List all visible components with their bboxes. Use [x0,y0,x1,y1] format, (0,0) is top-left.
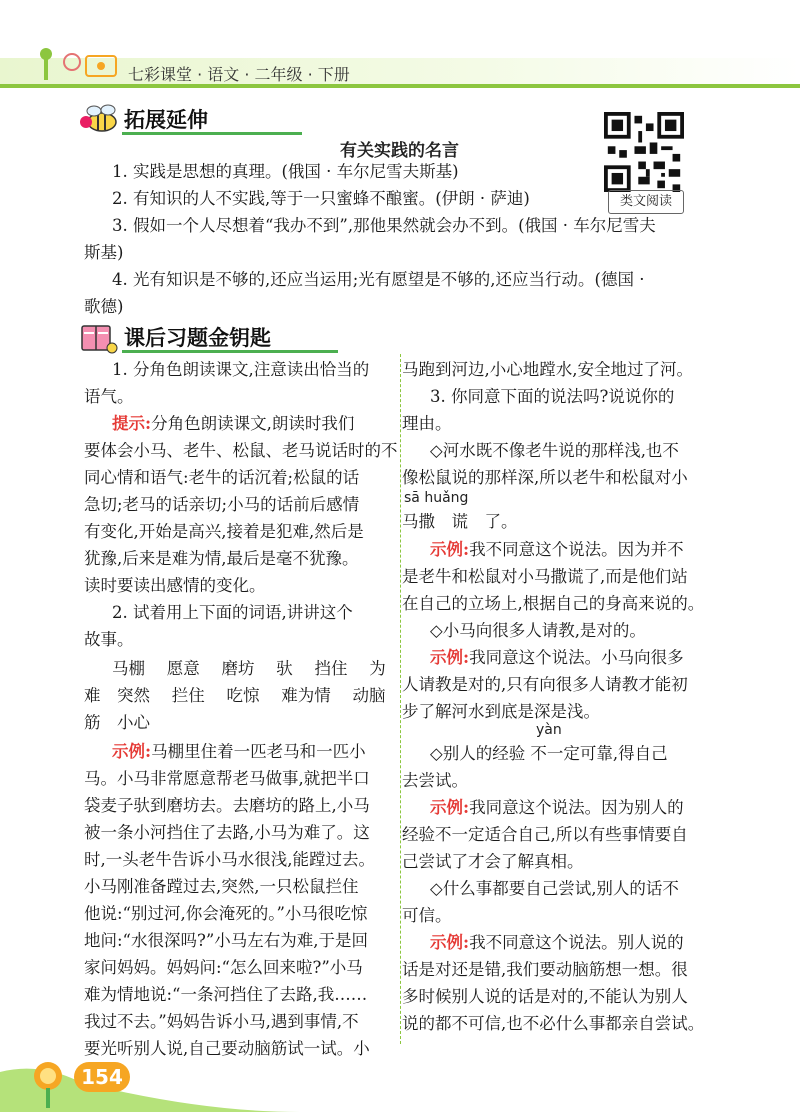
example-line: 被一条小河挡住了去路,小马为难了。这 [84,823,370,842]
extension-section-header [76,104,256,138]
example-text: 马棚里住着一匹老马和一匹小 [151,742,366,761]
example-line: 在自己的立场上,根据自己的身高来说的。 [402,594,705,613]
header-decoration-icon [28,40,124,84]
hint-line: 读时要读出感情的变化。 [84,576,266,595]
example-line: 要光听别人说,自己要动脑筋试一试。小 [84,1039,370,1058]
example-line: 经验不一定适合自己,所以有些事情要自 [402,825,688,844]
question-3-cont: 理由。 [402,414,452,433]
example-line: 马。小马非常愿意帮老马做事,就把半口 [84,769,370,788]
book-key-icon [76,322,120,356]
quote-line: 4. 光有知识是不够的,还应当运用;光有愿望是不够的,还应当行动。(德国 · [112,270,645,289]
page-header [0,0,800,92]
statement-2: ◇小马向很多人请教,是对的。 [430,621,646,640]
question-3: 3. 你同意下面的说法吗?说说你的 [430,387,675,406]
example-line: 说的都不可信,也不必什么事都亲自尝试。 [402,1014,705,1033]
quote-line: 斯基) [84,243,124,262]
hint-line [112,410,354,437]
example-label: 示例: [430,540,470,559]
example-line [430,794,684,821]
question-2: 2. 试着用上下面的词语,讲讲这个 [112,603,353,622]
pinyin-sahuang: sā huǎng [404,490,469,506]
exercise-section-header [76,322,296,356]
word-list-line: 难 突然 拦住 吃惊 难为情 动脑 [84,686,386,705]
statement-4: ◇什么事都要自己尝试,别人的话不 [430,879,679,898]
example-line [430,536,684,563]
question-2-cont: 故事。 [84,630,134,649]
statement-4-cont: 可信。 [402,906,452,925]
quote-line: 2. 有知识的人不实践,等于一只蜜蜂不酿蜜。(伊朗 · 萨迪) [112,189,530,208]
extension-title: 拓展延伸 [124,108,208,132]
question-1: 1. 分角色朗读课文,注意读出恰当的 [112,360,370,379]
qr-code-icon[interactable] [604,112,684,192]
example-line: 他说:“别过河,你会淹死的。”小马很吃惊 [84,904,368,923]
page-number: 154 [74,1062,130,1092]
hint-line: 急切;老马的话亲切;小马的话前后感情 [84,495,360,514]
example-line: 人请教是对的,只有向很多人请教才能初 [402,675,688,694]
hint-line: 同心情和语气:老牛的话沉着;松鼠的话 [84,468,360,487]
example-line: 难为情地说:“一条河挡住了去路,我…… [84,985,368,1004]
quote-line: 歌德) [84,297,124,316]
example-line: 小马刚准备蹚过去,突然,一只松鼠拦住 [84,877,359,896]
example-line: 己尝试了才会了解真相。 [402,852,584,871]
exercise-title: 课后习题金钥匙 [124,326,271,350]
example-line: 时,一头老牛告诉小马水很浅,能蹚过去。 [84,850,375,869]
example-line: 我过不去。”妈妈告诉小马,遇到事情,不 [84,1012,359,1031]
pinyin-yan: yàn [536,722,562,738]
example-line: 步了解河水到底是深是浅。 [402,702,600,721]
quote-line: 1. 实践是思想的真理。(俄国 · 车尔尼雪夫斯基) [112,162,459,181]
header-rule [0,84,800,88]
statement-1: ◇河水既不像老牛说的那样浅,也不 [430,441,679,460]
example-text: 我不同意这个说法。别人说的 [469,933,684,952]
statement-1-end: 马撒 谎 了。 [402,512,518,531]
example-line [112,738,366,765]
statement-3: ◇别人的经验 不一定可靠,得自己 [430,744,668,763]
hint-line: 犹豫,后来是难为情,最后是毫不犹豫。 [84,549,359,568]
example-line [430,644,684,671]
word-list-line: 马棚 愿意 磨坊 驮 挡住 为 [112,659,386,678]
example-text: 我同意这个说法。小马向很多 [469,648,684,667]
statement-1-cont: 像松鼠说的那样深,所以老牛和松鼠对小 [402,468,688,487]
hint-text: 分角色朗读课文,朗读时我们 [151,414,355,433]
example-line: 多时候别人说的话是对的,不能认为别人 [402,987,688,1006]
hint-line: 有变化,开始是高兴,接着是犯难,然后是 [84,522,364,541]
example-line [430,929,684,956]
example-text: 我同意这个说法。因为别人的 [469,798,684,817]
hint-label: 提示: [112,414,152,433]
exercise-title-underline [122,350,338,353]
example-text: 我不同意这个说法。因为并不 [469,540,684,559]
quotes-title: 有关实践的名言 [340,141,459,161]
example-line: 家问妈妈。妈妈问:“怎么回来啦?”小马 [84,958,363,977]
bee-icon [76,104,120,136]
statement-3-cont: 去尝试。 [402,771,468,790]
example-label: 示例: [430,933,470,952]
example-line: 袋麦子驮到磨坊去。去磨坊的路上,小马 [84,796,370,815]
example-line: 话是对还是错,我们要动脑筋想一想。很 [402,960,688,979]
quote-line: 3. 假如一个人尽想着“我办不到”,那他果然就会办不到。(俄国 · 车尔尼雪夫 [112,216,656,235]
example-line: 地问:“水很深吗?”小马左右为难,于是回 [84,931,369,950]
example-label: 示例: [112,742,152,761]
example-label: 示例: [430,648,470,667]
example-continuation: 马跑到河边,小心地蹚水,安全地过了河。 [402,360,693,379]
qr-caption: 类文阅读 [608,190,684,214]
example-label: 示例: [430,798,470,817]
question-1-cont: 语气。 [84,387,134,406]
word-list-line: 筋 小心 [84,713,150,732]
extension-title-underline [122,132,302,135]
example-line: 是老牛和松鼠对小马撒谎了,而是他们站 [402,567,688,586]
book-title: 七彩课堂 · 语文 · 二年级 · 下册 [128,65,350,84]
hint-line: 要体会小马、老牛、松鼠、老马说话时的不 [84,441,398,460]
